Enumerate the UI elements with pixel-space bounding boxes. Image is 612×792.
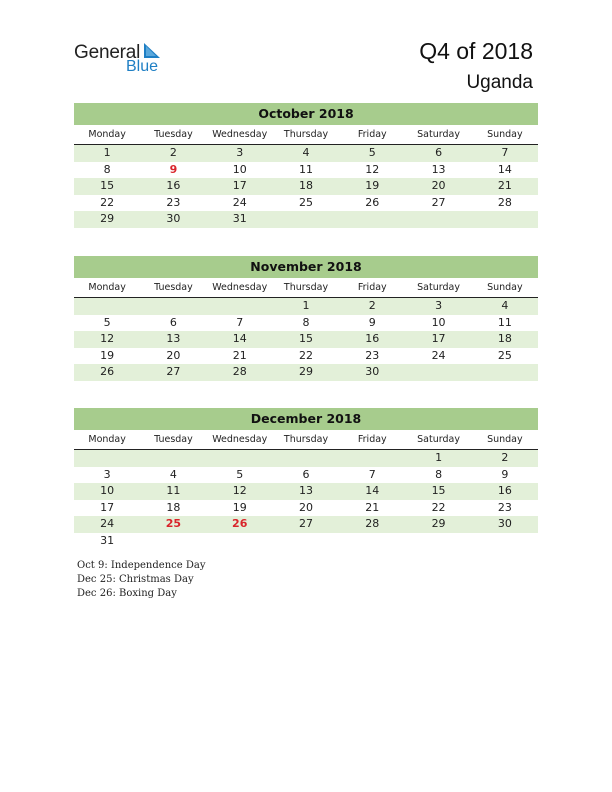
day-cell: 7 [236, 315, 244, 329]
day-cell: 20 [166, 348, 181, 362]
day-cell: 16 [166, 179, 181, 192]
day-cell [472, 211, 538, 228]
day-cell: 28 [497, 195, 512, 209]
day-cell: 17 [100, 500, 115, 514]
day-cell [207, 533, 273, 550]
day-cell [140, 533, 206, 550]
weekday-label: Monday [88, 434, 126, 445]
holiday-note: Dec 25: Christmas Day [77, 574, 194, 585]
day-cell [339, 450, 405, 467]
day-cell: 23 [365, 348, 380, 362]
weekday-label: Sunday [487, 282, 523, 293]
day-cell: 17 [431, 332, 446, 345]
day-cell: 7 [501, 146, 509, 159]
week-row [74, 348, 538, 365]
weekday-label: Tuesday [154, 434, 193, 445]
week-row [74, 315, 538, 332]
week-row [74, 483, 538, 500]
day-cell [273, 450, 339, 467]
weekday-label: Thursday [283, 434, 329, 445]
day-cell: 6 [169, 315, 177, 329]
day-cell [273, 211, 339, 228]
day-cell: 2 [368, 299, 376, 312]
day-cell: 3 [435, 299, 443, 312]
day-cell: 3 [103, 467, 111, 481]
week-row [74, 145, 538, 162]
day-cell: 8 [302, 315, 310, 329]
day-cell: 14 [365, 484, 380, 497]
day-cell: 4 [501, 299, 509, 312]
week-row [74, 162, 538, 179]
week-row [74, 211, 538, 228]
weekday-label: Saturday [417, 282, 460, 293]
day-cell: 30 [365, 365, 380, 378]
day-cell: 4 [169, 467, 177, 481]
day-cell: 13 [298, 484, 313, 497]
day-cell: 18 [497, 332, 512, 345]
day-cell: 1 [103, 146, 111, 159]
day-cell: 25 [298, 195, 313, 209]
day-cell: 15 [298, 332, 313, 345]
holiday-note: Dec 26: Boxing Day [77, 588, 177, 599]
day-cell: 5 [236, 467, 244, 481]
day-cell [405, 364, 471, 381]
day-cell [472, 364, 538, 381]
day-cell [74, 298, 140, 315]
weekday-label: Wednesday [212, 129, 268, 140]
day-cell: 20 [298, 500, 313, 514]
country-name: Uganda [466, 72, 533, 93]
day-cell: 16 [365, 332, 380, 345]
weekday-label: Thursday [283, 282, 329, 293]
day-cell: 21 [365, 500, 380, 514]
week-row [74, 364, 538, 381]
day-cell: 13 [431, 162, 446, 176]
day-cell: 26 [100, 365, 115, 378]
day-cell: 21 [497, 179, 512, 192]
day-cell: 15 [431, 484, 446, 497]
day-cell: 24 [232, 195, 247, 209]
day-cell: 18 [166, 500, 181, 514]
month-calendar-october [74, 103, 538, 228]
day-cell: 27 [431, 195, 446, 209]
weekday-header-row [74, 126, 538, 145]
day-cell: 24 [431, 348, 446, 362]
day-cell: 6 [302, 467, 310, 481]
day-cell: 5 [103, 315, 111, 329]
day-cell: 12 [365, 162, 380, 176]
holiday-note: Oct 9: Independence Day [77, 560, 206, 571]
weekday-label: Friday [357, 434, 387, 445]
day-cell: 8 [103, 162, 111, 176]
day-cell: 27 [298, 517, 313, 530]
day-cell: 15 [100, 179, 115, 192]
day-cell: 27 [166, 365, 181, 378]
holiday-day-cell: 26 [232, 517, 248, 530]
day-cell: 2 [169, 146, 177, 159]
week-row [74, 298, 538, 315]
day-cell: 22 [431, 500, 446, 514]
day-cell [140, 450, 206, 467]
week-row [74, 178, 538, 195]
day-cell: 28 [232, 365, 247, 378]
day-cell: 30 [497, 517, 512, 530]
week-row [74, 500, 538, 517]
weekday-label: Thursday [283, 129, 329, 140]
day-cell: 31 [100, 533, 115, 547]
week-row [74, 533, 538, 550]
weekday-header-row [74, 279, 538, 298]
day-cell: 10 [100, 484, 115, 497]
week-row [74, 450, 538, 467]
day-cell: 16 [497, 484, 512, 497]
day-cell: 23 [166, 195, 181, 209]
weekday-label: Friday [357, 282, 387, 293]
month-header: November 2018 [74, 256, 538, 278]
holiday-day-cell: 9 [169, 162, 178, 176]
day-cell: 24 [100, 517, 115, 530]
day-cell: 31 [232, 212, 247, 225]
day-cell: 29 [298, 365, 313, 378]
day-cell: 7 [368, 467, 376, 481]
day-cell [273, 533, 339, 550]
day-cell: 12 [232, 484, 247, 497]
weekday-label: Saturday [417, 434, 460, 445]
weekday-label: Sunday [487, 434, 523, 445]
day-cell [472, 533, 538, 550]
month-calendar-november [74, 256, 538, 381]
day-cell [74, 450, 140, 467]
day-cell: 26 [365, 195, 380, 209]
day-cell: 11 [166, 484, 181, 497]
week-row [74, 516, 538, 533]
day-cell [405, 211, 471, 228]
weekday-label: Tuesday [154, 282, 193, 293]
day-cell: 1 [435, 451, 443, 464]
day-cell: 4 [302, 146, 310, 159]
day-cell [207, 298, 273, 315]
month-calendar-december [74, 408, 538, 549]
weekday-label: Monday [88, 282, 126, 293]
generalblue-logo [74, 42, 184, 82]
weekday-label: Friday [357, 129, 387, 140]
day-cell: 29 [431, 517, 446, 530]
day-cell: 30 [166, 212, 181, 225]
page-title: Q4 of 2018 [419, 38, 533, 64]
day-cell: 18 [298, 179, 313, 192]
day-cell [339, 533, 405, 550]
day-cell: 22 [100, 195, 115, 209]
day-cell: 17 [232, 179, 247, 192]
day-cell: 14 [497, 162, 512, 176]
logo-general-text: General [74, 42, 141, 63]
logo-blue-text: Blue [126, 58, 159, 75]
day-cell: 19 [365, 179, 380, 192]
day-cell: 22 [298, 348, 313, 362]
day-cell: 11 [298, 162, 313, 176]
day-cell: 14 [232, 332, 247, 345]
day-cell: 1 [302, 299, 310, 312]
day-cell [339, 211, 405, 228]
day-cell: 10 [431, 315, 446, 329]
week-row [74, 467, 538, 484]
day-cell: 29 [100, 212, 115, 225]
day-cell: 10 [232, 162, 247, 176]
day-cell: 19 [100, 348, 115, 362]
day-cell: 23 [497, 500, 512, 514]
month-header: December 2018 [74, 408, 538, 430]
day-cell: 12 [100, 332, 115, 345]
day-cell: 5 [368, 146, 376, 159]
day-cell: 13 [166, 332, 181, 345]
day-cell: 9 [368, 315, 376, 329]
weekday-label: Wednesday [212, 282, 268, 293]
weekday-label: Saturday [417, 129, 460, 140]
weekday-label: Monday [88, 129, 126, 140]
day-cell: 20 [431, 179, 446, 192]
weekday-label: Sunday [487, 129, 523, 140]
day-cell [207, 450, 273, 467]
day-cell: 9 [501, 467, 509, 481]
day-cell [405, 533, 471, 550]
day-cell: 2 [501, 451, 509, 464]
week-row [74, 331, 538, 348]
day-cell: 28 [365, 517, 380, 530]
day-cell: 19 [232, 500, 247, 514]
day-cell [140, 298, 206, 315]
holiday-notes [77, 559, 205, 601]
day-cell: 21 [232, 348, 247, 362]
week-row [74, 195, 538, 212]
day-cell: 3 [236, 146, 244, 159]
weekday-label: Wednesday [212, 434, 268, 445]
weekday-header-row [74, 431, 538, 450]
day-cell: 25 [497, 348, 512, 362]
day-cell: 11 [497, 315, 512, 329]
month-header: October 2018 [74, 103, 538, 125]
day-cell: 6 [435, 146, 443, 159]
weekday-label: Tuesday [154, 129, 193, 140]
day-cell: 8 [435, 467, 443, 481]
holiday-day-cell: 25 [165, 517, 182, 530]
